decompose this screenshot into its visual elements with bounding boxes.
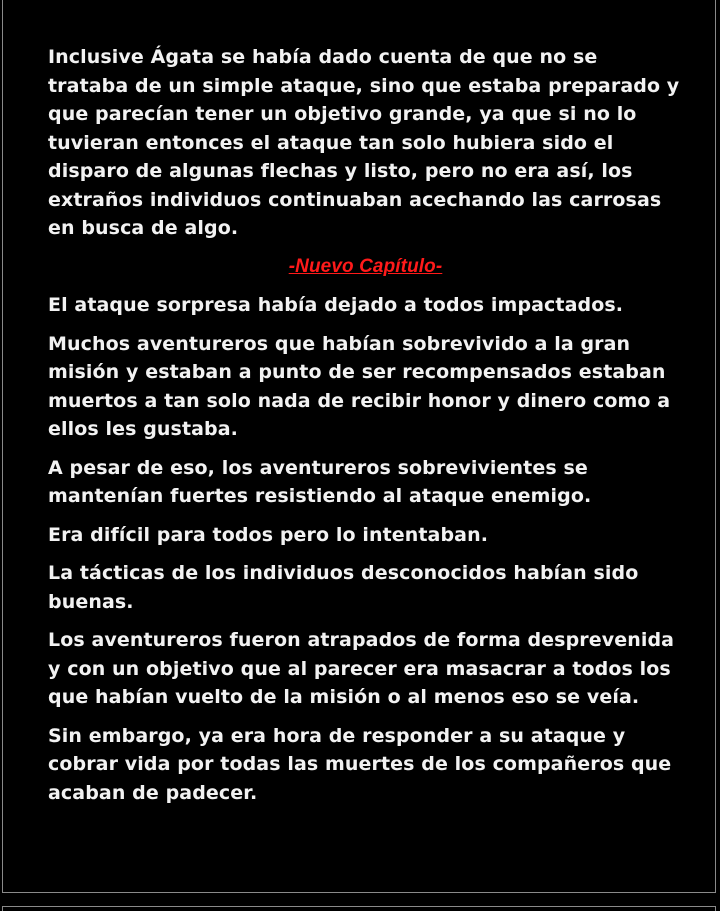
paragraph: Sin embargo, ya era hora de responder a su ataque y cobrar vida por todas las muertes de los compañeros que acaban de padecer. (48, 724, 672, 804)
chapter-heading: -Nuevo Capítulo- (288, 255, 443, 277)
paragraph: Muchos aventureros que habían sobrevivido a la gran misión y estaban a punto de ser recompensados estaban muertos a tan solo nada de recibir honor y dinero como a ellos les gustaba. (48, 332, 671, 440)
paragraph: Era difícil para todos pero lo intentaban. (48, 523, 489, 546)
paragraph: El ataque sorpresa había dejado a todos impactados. (48, 294, 624, 316)
paragraph: Inclusive Ágata se había dado cuenta de que no se trataba de un simple ataque, sino que estaba preparado y que parecían tener un objetivo grande, ya que si no lo tuvieran entonces el ataque tan solo hubiera sido el disparo de algunas flechas y listo, pero no era así, los extraños individuos continuaban acechando las carrosas en busca de algo. (48, 46, 680, 239)
chapter-text-panel[interactable] (2, 0, 716, 893)
chapter-body (48, 43, 683, 817)
paragraph: La tácticas de los individuos desconocidos habían sido buenas. (48, 562, 639, 613)
paragraph: Los aventureros fueron atrapados de forma desprevenida y con un objetivo que al parecer era masacrar a todos los que habían vuelto de la misión o al menos eso se veía. (48, 629, 675, 708)
next-page-panel-edge (2, 906, 716, 911)
paragraph: A pesar de eso, los aventureros sobrevivientes se mantenían fuertes resistiendo al ataque enemigo. (48, 456, 592, 507)
